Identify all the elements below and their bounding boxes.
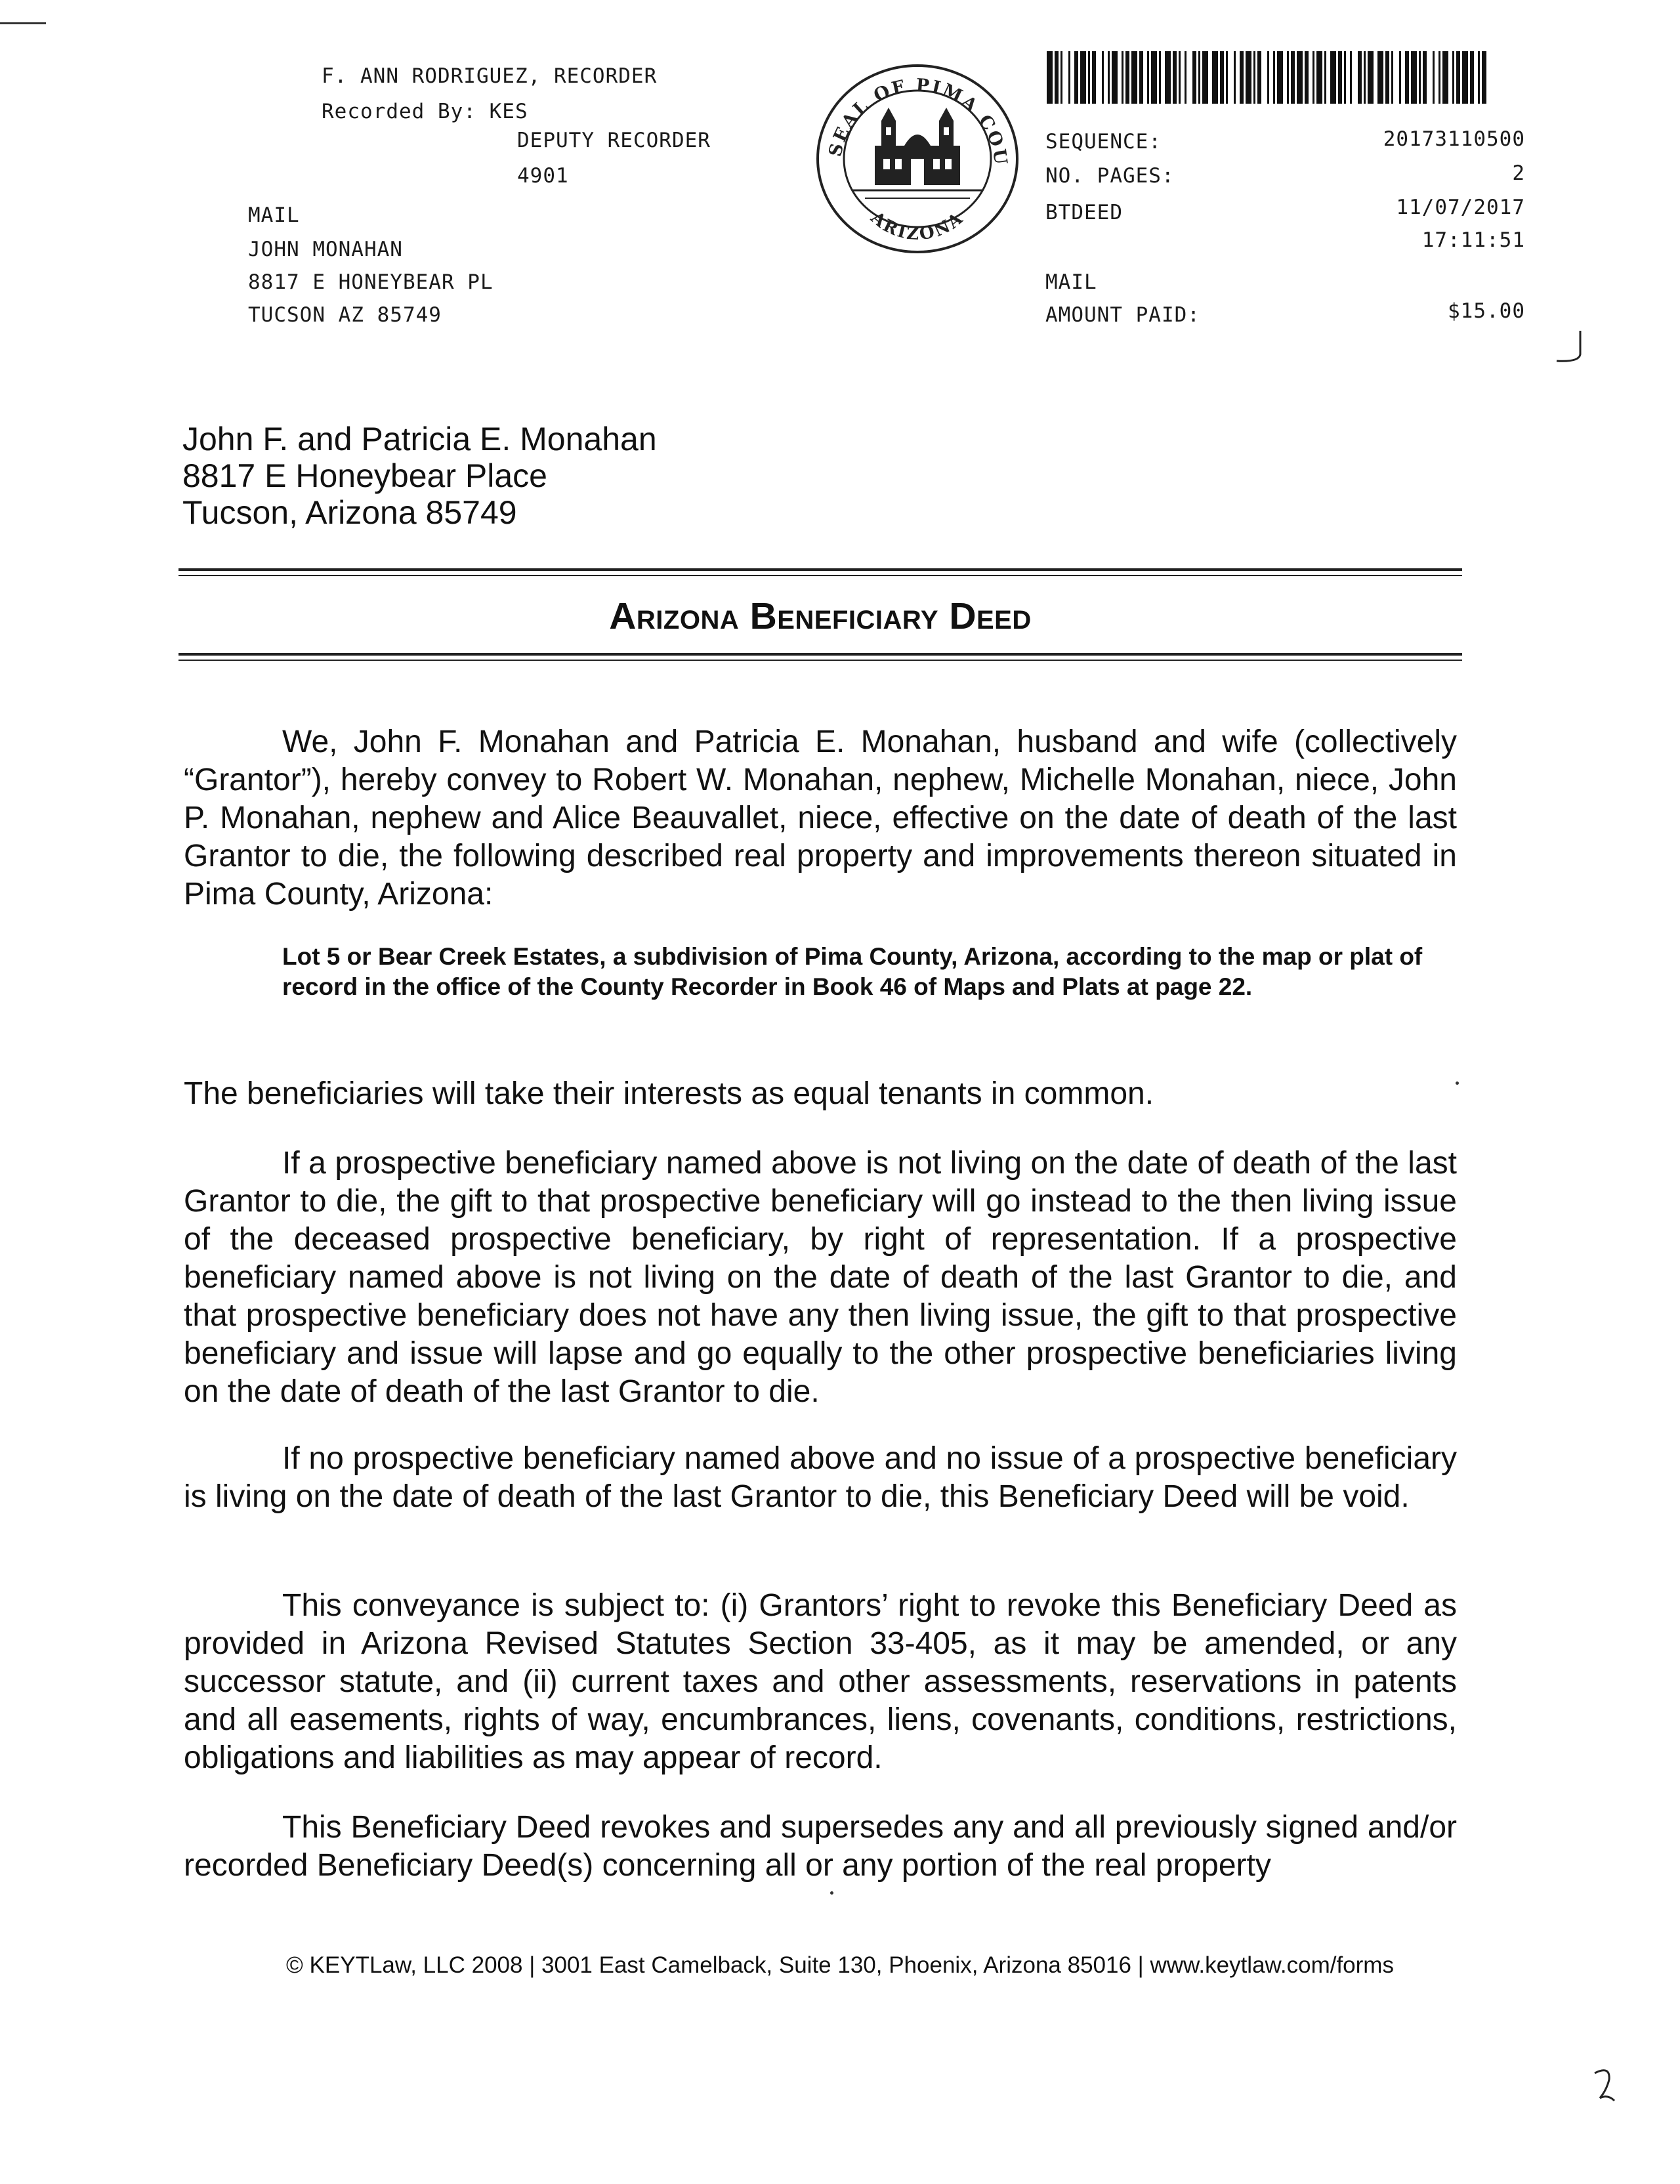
barcode-bar: [1312, 51, 1314, 104]
conveyance-paragraph: We, John F. Monahan and Patricia E. Monahan, husband and wife (collectively “Grantor”), hereby convey to Robert W. Monahan, nephew, Michelle Monahan, niece, John P. Monahan, nephew and Alice Beauvallet, niece, effective on the date of death of the last Grantor to die, the following described real property and improvements thereon situated in Pima County, Arizona:: [184, 724, 1457, 912]
amount-label: AMOUNT PAID:: [1045, 303, 1200, 327]
barcode-bar: [1419, 51, 1421, 104]
barcode-bar: [1165, 51, 1171, 104]
barcode-bar: [1442, 51, 1448, 104]
barcode-bar: [1330, 51, 1336, 104]
barcode-bar: [1240, 51, 1244, 104]
title-rule-top: [178, 568, 1462, 571]
barcode-bar: [1125, 51, 1129, 104]
barcode-bar: [1433, 51, 1435, 104]
barcode-bar: [1179, 51, 1181, 104]
barcode-bar: [1287, 51, 1289, 104]
barcode-bar: [1185, 51, 1186, 104]
barcode-bar: [1297, 51, 1303, 104]
barcode-bar: [1047, 51, 1053, 104]
barcode-bar: [1192, 51, 1196, 104]
seal-icon: [812, 60, 1022, 257]
barcode-bar: [1092, 51, 1096, 104]
sequence-label: SEQUENCE:: [1045, 130, 1162, 154]
recording-date: 11/07/2017: [1396, 196, 1525, 219]
void-paragraph: If no prospective beneficiary named above and no issue of a prospective beneficiary is living on the date of death of the last Grantor to die, this Beneficiary Deed will be void.: [184, 1441, 1457, 1514]
barcode-bar: [1220, 51, 1224, 104]
barcode-bar: [1151, 51, 1157, 104]
mail-name: JOHN MONAHAN: [248, 238, 403, 261]
addressee-street: 8817 E Honeybear Place: [182, 457, 547, 494]
barcode-bar: [1358, 51, 1362, 104]
barcode-bar: [1456, 51, 1460, 104]
barcode-bar: [1080, 51, 1086, 104]
barcode-bar: [1131, 51, 1137, 104]
barcode-bar: [1452, 51, 1454, 104]
barcode-bar: [1338, 51, 1342, 104]
barcode-bar: [1305, 51, 1309, 104]
margin-dash: [0, 22, 46, 24]
svg-text:THE SEAL OF PIMA COUNTY: SEAL OF PIMA COU: [825, 75, 1011, 168]
barcode-bar: [1344, 51, 1346, 104]
margin-mark: [1554, 328, 1587, 368]
pages-label: NO. PAGES:: [1045, 164, 1175, 188]
mail-tag: MAIL: [248, 203, 300, 227]
barcode-bar: [1112, 51, 1118, 104]
barcode-bar: [1202, 51, 1208, 104]
barcode: [1047, 51, 1486, 104]
tenancy-paragraph: The beneficiaries will take their interests as equal tenants in common.: [184, 1076, 1154, 1111]
amount-value: $15.00: [1448, 299, 1525, 323]
document-type: BTDEED: [1045, 201, 1123, 224]
barcode-bar: [1212, 51, 1218, 104]
title-rule-bottom: [178, 653, 1462, 656]
recorder-name: F. ANN RODRIGUEZ, RECORDER: [322, 64, 658, 88]
recording-time: 17:11:51: [1421, 228, 1525, 252]
barcode-bar: [1159, 51, 1161, 104]
barcode-bar: [1385, 51, 1389, 104]
barcode-bar: [1139, 51, 1143, 104]
revocation-paragraph: This Beneficiary Deed revokes and supersedes any and all previously signed and/or recorded Beneficiary Deed(s) concerning all or any portion of the real property: [184, 1810, 1457, 1883]
barcode-bar: [1267, 51, 1269, 104]
barcode-bar: [1423, 51, 1427, 104]
barcode-bar: [1060, 51, 1062, 104]
barcode-bar: [1108, 51, 1110, 104]
county-seal: [812, 60, 1022, 257]
barcode-bar: [1438, 51, 1440, 104]
barcode-bar: [1147, 51, 1149, 104]
barcode-bar: [1470, 51, 1474, 104]
svg-text:ARIZONA: ARIZONA: [867, 207, 968, 245]
lapse-paragraph: If a prospective beneficiary named above is not living on the date of death of the last Grantor to die, the gift to that prospective beneficiary will go instead to the then living issue of the deceased prospective beneficiary, by right of representation. If a prospective beneficiary named above is not living on the date of death of the last Grantor to die, and that prospective beneficiary does not have any then living issue, the gift to that prospective beneficiary and issue will lapse and go equally to the other prospective beneficiaries living on the date of death of the last Grantor to die.: [184, 1146, 1457, 1409]
scan-speck: [1456, 1082, 1459, 1085]
barcode-bar: [1391, 51, 1393, 104]
barcode-bar: [1368, 51, 1374, 104]
barcode-icon: [1047, 51, 1486, 104]
barcode-bar: [1198, 51, 1200, 104]
barcode-bar: [1257, 51, 1261, 104]
barcode-bar: [1350, 51, 1352, 104]
handwritten-page-mark: [1588, 2064, 1621, 2110]
barcode-bar: [1364, 51, 1366, 104]
barcode-bar: [1377, 51, 1383, 104]
title-rule-top-thin: [178, 575, 1462, 576]
barcode-bar: [1277, 51, 1283, 104]
addressee-city: Tucson, Arizona 85749: [182, 494, 517, 531]
scan-speck: [830, 1891, 833, 1895]
barcode-bar: [1173, 51, 1177, 104]
addressee-name: John F. and Patricia E. Monahan: [182, 421, 657, 457]
barcode-bar: [1478, 51, 1480, 104]
deputy-id: 4901: [517, 164, 569, 188]
document-title: Arizona Beneficiary Deed: [609, 595, 1032, 637]
barcode-bar: [1291, 51, 1295, 104]
barcode-bar: [1234, 51, 1236, 104]
barcode-bar: [1122, 51, 1124, 104]
sequence-value: 20173110500: [1383, 127, 1525, 151]
mail-city: TUCSON AZ 85749: [248, 303, 442, 327]
subject-to-paragraph: This conveyance is subject to: (i) Grantors’ right to revoke this Beneficiary Deed as provided in Arizona Revised Statutes Section 33-405, as it may be amended, or any successor statute, and (ii) current taxes and other assessments, reservations in patents and all easements, rights of way, encumbrances, liens, covenants, conditions, restrictions, obligations and liabilities as may appear of record.: [184, 1588, 1457, 1775]
barcode-bar: [1226, 51, 1228, 104]
delivery-method: MAIL: [1045, 270, 1097, 294]
deputy-title: DEPUTY RECORDER: [517, 129, 711, 152]
barcode-bar: [1253, 51, 1255, 104]
barcode-bar: [1324, 51, 1326, 104]
barcode-bar: [1273, 51, 1275, 104]
barcode-bar: [1316, 51, 1322, 104]
recorded-by: Recorded By: KES: [322, 100, 528, 123]
barcode-bar: [1074, 51, 1078, 104]
barcode-bar: [1405, 51, 1409, 104]
legal-description: Lot 5 or Bear Creek Estates, a subdivision of Pima County, Arizona, according to the map or plat of record in the office of the County Recorder in Book 46 of Maps and Plats at page 22.: [282, 943, 1423, 1000]
title-rule-bottom-thin: [178, 660, 1462, 661]
barcode-bar: [1068, 51, 1070, 104]
pages-value: 2: [1512, 161, 1525, 185]
barcode-bar: [1462, 51, 1468, 104]
barcode-bar: [1102, 51, 1104, 104]
barcode-bar: [1088, 51, 1090, 104]
barcode-bar: [1399, 51, 1401, 104]
barcode-bar: [1482, 51, 1486, 104]
barcode-bar: [1055, 51, 1059, 104]
footer-copyright: © KEYTLaw, LLC 2008 | 3001 East Camelback, Suite 130, Phoenix, Arizona 85016 | www.keytlaw.com/forms: [286, 1952, 1394, 1978]
mail-street: 8817 E HONEYBEAR PL: [248, 270, 494, 294]
barcode-bar: [1246, 51, 1251, 104]
barcode-bar: [1411, 51, 1417, 104]
